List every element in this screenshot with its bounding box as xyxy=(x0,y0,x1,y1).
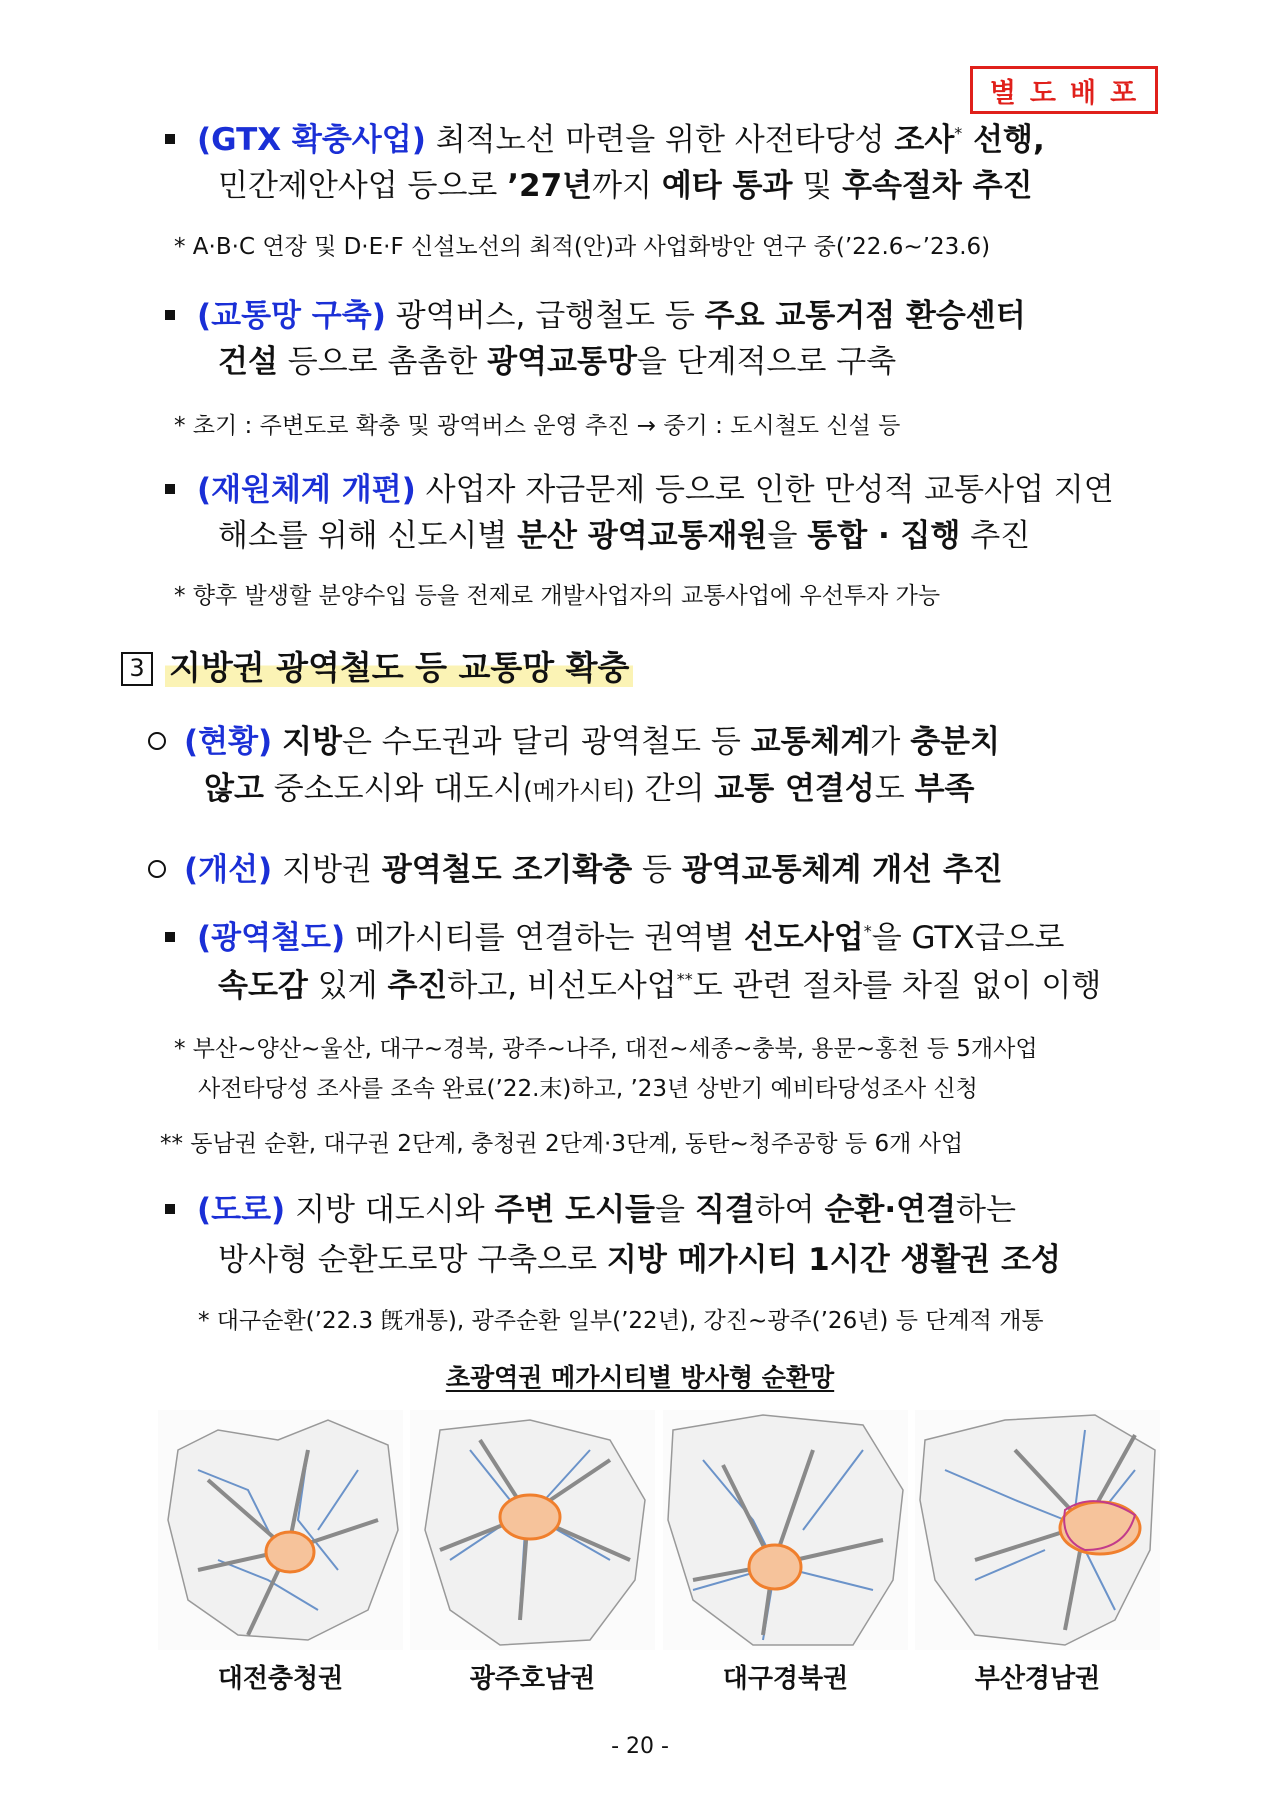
gtx-note: * A·B·C 연장 및 D·E·F 신설노선의 최적(안)과 사업화방안 연구 중(’22.6~’23.6) xyxy=(174,234,991,260)
square-bullet-icon xyxy=(165,310,175,320)
rail-note-1: * 부산~양산~울산, 대구~경북, 광주~나주, 대전~세종~충북, 용문~홍천 등 5개사업 xyxy=(174,1036,1038,1062)
rail-line-2: 속도감 있게 추진하고, 비선도사업**도 관련 절차를 차질 없이 이행 xyxy=(218,968,1102,1004)
road-tag: (도로) xyxy=(197,1192,286,1228)
road-line-2: 방사형 순환도로망 구축으로 지방 메가시티 1시간 생활권 조성 xyxy=(218,1242,1061,1278)
map-label-daegu: 대구경북권 xyxy=(722,1664,849,1694)
map-busan-gyeongnam xyxy=(915,1410,1160,1650)
map-daegu-gyeongbuk xyxy=(663,1410,908,1650)
map-label-gwangju: 광주호남권 xyxy=(469,1664,596,1694)
finance-line-1: (재원체계 개편) 사업자 자금문제 등으로 인한 만성적 교통사업 지연 xyxy=(165,470,1114,510)
section-3-heading xyxy=(121,646,633,691)
gtx-line-1: (GTX 확충사업) 최적노선 마련을 위한 사전타당성 조사* 선행, xyxy=(165,120,1045,160)
map-label-daejeon: 대전충청권 xyxy=(217,1664,344,1694)
map-daejeon-chungcheong xyxy=(158,1410,403,1650)
road-line-1: (도로) 지방 대도시와 주변 도시들을 직결하여 순환·연결하는 xyxy=(165,1190,1016,1230)
finance-tag: (재원체계 개편) xyxy=(197,472,416,508)
figure-title: 초광역권 메가시티별 방사형 순환망 xyxy=(445,1363,835,1392)
gtx-tag: (GTX 확충사업) xyxy=(197,122,426,158)
section-title: 지방권 광역철도 등 교통망 확충 xyxy=(165,648,633,687)
rail-line-1: (광역철도) 메가시티를 연결하는 권역별 선도사업*을 GTX급으로 xyxy=(165,918,1064,958)
current-tag: (현황) xyxy=(184,724,273,760)
rail-note-2: 사전타당성 조사를 조속 완료(’22.末)하고, ’23년 상반기 예비타당성조사 신청 xyxy=(198,1076,978,1102)
rail-tag: (광역철도) xyxy=(197,920,346,956)
improve-tag: (개선) xyxy=(184,852,273,888)
distribution-badge: 별도배포 xyxy=(970,66,1158,114)
square-bullet-icon xyxy=(165,484,175,494)
circle-bullet-icon xyxy=(148,860,166,878)
road-note: * 대구순환(’22.3 旣개통), 광주순환 일부(’22년), 강진~광주(’26년) 등 단계적 개통 xyxy=(198,1308,1044,1334)
network-line-1: (교통망 구축) 광역버스, 급행철도 등 주요 교통거점 환승센터 xyxy=(165,296,1026,336)
map-gwangju-honam xyxy=(410,1410,655,1650)
square-bullet-icon xyxy=(165,1204,175,1214)
page-number: - 20 - xyxy=(611,1734,669,1759)
square-bullet-icon xyxy=(165,932,175,942)
circle-bullet-icon xyxy=(148,732,166,750)
map-label-busan: 부산경남권 xyxy=(974,1664,1101,1694)
network-tag: (교통망 구축) xyxy=(197,298,386,334)
square-bullet-icon xyxy=(165,134,175,144)
network-note: * 초기 : 주변도로 확충 및 광역버스 운영 추진 → 중기 : 도시철도 신설 등 xyxy=(174,413,901,439)
current-line-1: (현황) 지방은 수도권과 달리 광역철도 등 교통체계가 충분치 xyxy=(148,722,1000,762)
section-number: 3 xyxy=(121,652,153,686)
rail-note-3: ** 동남권 순환, 대구권 2단계, 충청권 2단계·3단계, 동탄~청주공항 등 6개 사업 xyxy=(160,1131,964,1157)
finance-line-2: 해소를 위해 신도시별 분산 광역교통재원을 통합 · 집행 추진 xyxy=(218,518,1031,554)
current-line-2: 않고 중소도시와 대도시(메가시티) 간의 교통 연결성도 부족 xyxy=(204,771,975,807)
finance-note: * 향후 발생할 분양수입 등을 전제로 개발사업자의 교통사업에 우선투자 가능 xyxy=(174,583,941,609)
improve-line: (개선) 지방권 광역철도 조기확충 등 광역교통체계 개선 추진 xyxy=(148,850,1003,890)
network-line-2: 건설 등으로 촘촘한 광역교통망을 단계적으로 구축 xyxy=(218,344,897,380)
gtx-line-2: 민간제안사업 등으로 ’27년까지 예타 통과 및 후속절차 추진 xyxy=(218,168,1033,204)
